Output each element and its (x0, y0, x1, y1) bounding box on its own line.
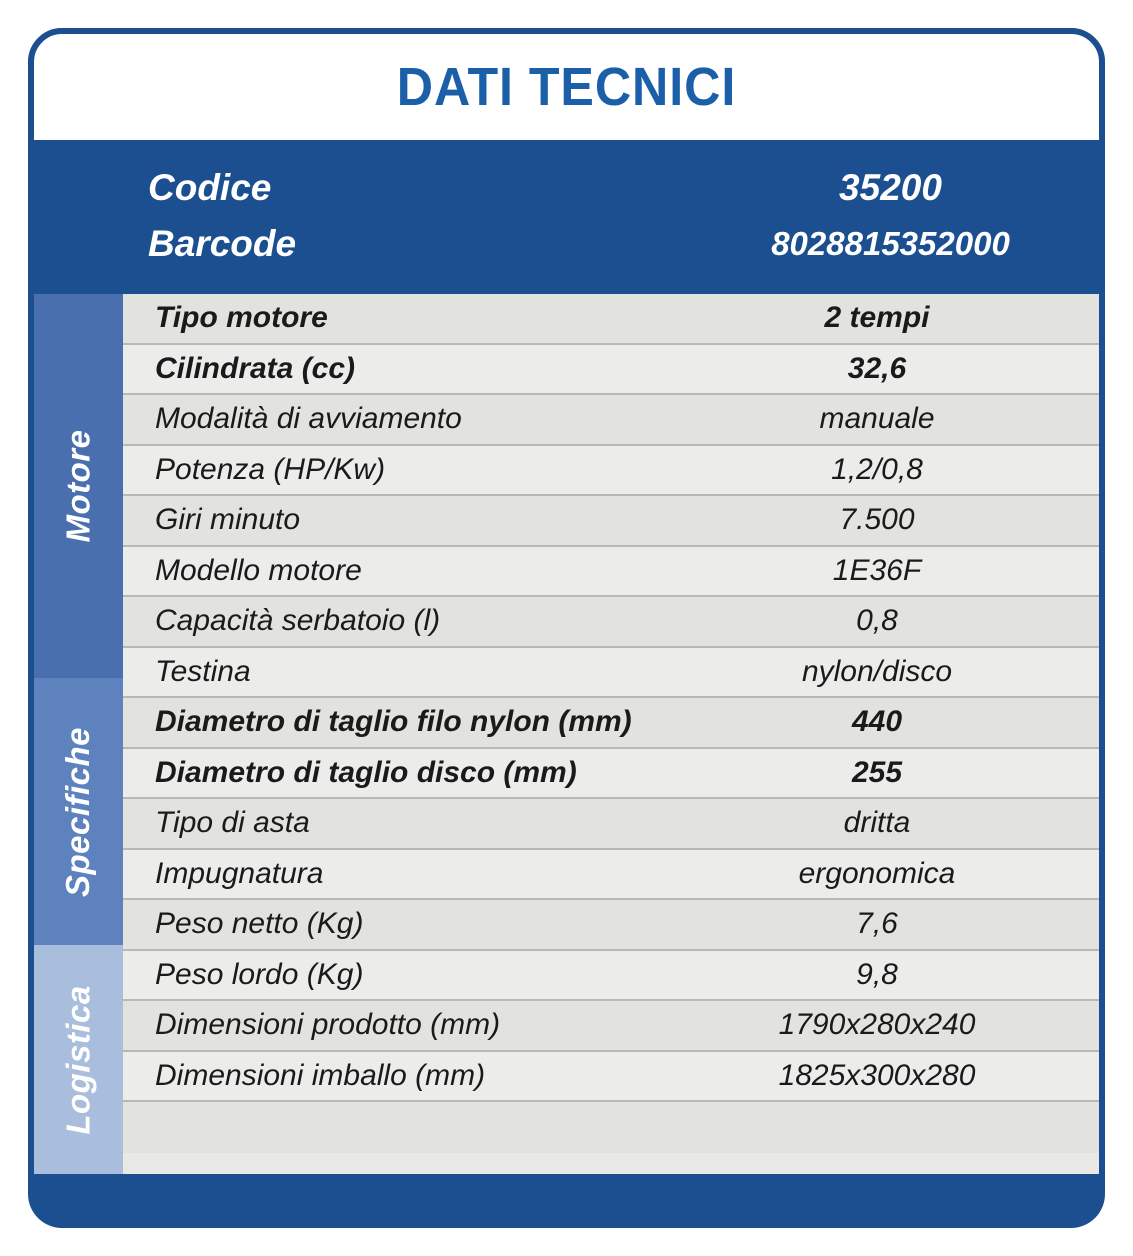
row-label: Cilindrata (cc) (155, 351, 356, 385)
row-value: nylon/disco (801, 654, 953, 688)
section-rail (34, 294, 123, 1174)
table-row (123, 294, 1099, 345)
section-label-motore-text: Motore (59, 429, 97, 543)
section-label-specifiche (34, 678, 123, 945)
row-value: 1,2/0,8 (831, 452, 923, 486)
row-value: 32,6 (847, 351, 907, 385)
section-label-logistica (34, 945, 123, 1174)
specs-table (34, 294, 1099, 1174)
code-band (34, 146, 1099, 294)
row-label: Dimensioni imballo (mm) (155, 1058, 486, 1092)
code-value: 35200 (839, 167, 942, 208)
row-value: 7.500 (839, 503, 915, 537)
row-label: Giri minuto (155, 503, 301, 537)
table-row (123, 597, 1099, 648)
row-value: 2 tempi (824, 301, 930, 335)
table-row (123, 951, 1099, 1002)
row-label: Diametro di taglio filo nylon (mm) (155, 705, 632, 739)
section-label-motore (34, 294, 123, 678)
section-label-logistica-text: Logistica (59, 984, 97, 1135)
bottom-strip (34, 1174, 1099, 1222)
row-label: Capacità serbatoio (l) (155, 604, 441, 638)
row-label: Testina (155, 654, 251, 688)
row-value: 440 (851, 705, 903, 739)
row-value: 7,6 (856, 907, 898, 941)
table-row (123, 698, 1099, 749)
table-row (123, 446, 1099, 497)
row-label: Modalità di avviamento (155, 402, 462, 436)
row-label: Tipo di asta (155, 806, 310, 840)
row-label: Peso lordo (Kg) (155, 957, 364, 991)
table-row (123, 900, 1099, 951)
table-row (123, 749, 1099, 800)
row-value: 0,8 (856, 604, 898, 638)
barcode-row (148, 216, 1093, 272)
title-plate (28, 28, 1105, 146)
row-label: Modello motore (155, 553, 362, 587)
row-value: 255 (851, 755, 903, 789)
row-value: 1E36F (832, 553, 922, 587)
row-label: Diametro di taglio disco (mm) (155, 755, 577, 789)
row-value: 9,8 (856, 957, 898, 991)
table-row (123, 395, 1099, 446)
row-value: dritta (843, 806, 911, 840)
table-row (123, 799, 1099, 850)
section-label-specifiche-text: Specifiche (59, 726, 97, 897)
row-label: Potenza (HP/Kw) (155, 452, 386, 486)
table-row (123, 1001, 1099, 1052)
page-title: DATI TECNICI (396, 57, 737, 117)
barcode-label: Barcode (148, 223, 297, 264)
table-row-spacer (123, 1102, 1099, 1153)
code-label: Codice (148, 167, 272, 208)
row-value: manuale (819, 402, 935, 436)
row-label: Peso netto (Kg) (155, 907, 364, 941)
table-row (123, 1052, 1099, 1103)
row-value: ergonomica (798, 856, 956, 890)
table-row (123, 547, 1099, 598)
table-row (123, 345, 1099, 396)
spec-rows (123, 294, 1099, 1174)
table-row (123, 648, 1099, 699)
row-label: Tipo motore (155, 301, 328, 335)
row-label: Impugnatura (155, 856, 324, 890)
row-value: 1790x280x240 (778, 1008, 976, 1042)
row-label: Dimensioni prodotto (mm) (155, 1008, 501, 1042)
table-row (123, 496, 1099, 547)
table-row (123, 850, 1099, 901)
code-row (148, 160, 1093, 216)
row-value: 1825x300x280 (778, 1058, 976, 1092)
barcode-value: 8028815352000 (771, 225, 1010, 262)
